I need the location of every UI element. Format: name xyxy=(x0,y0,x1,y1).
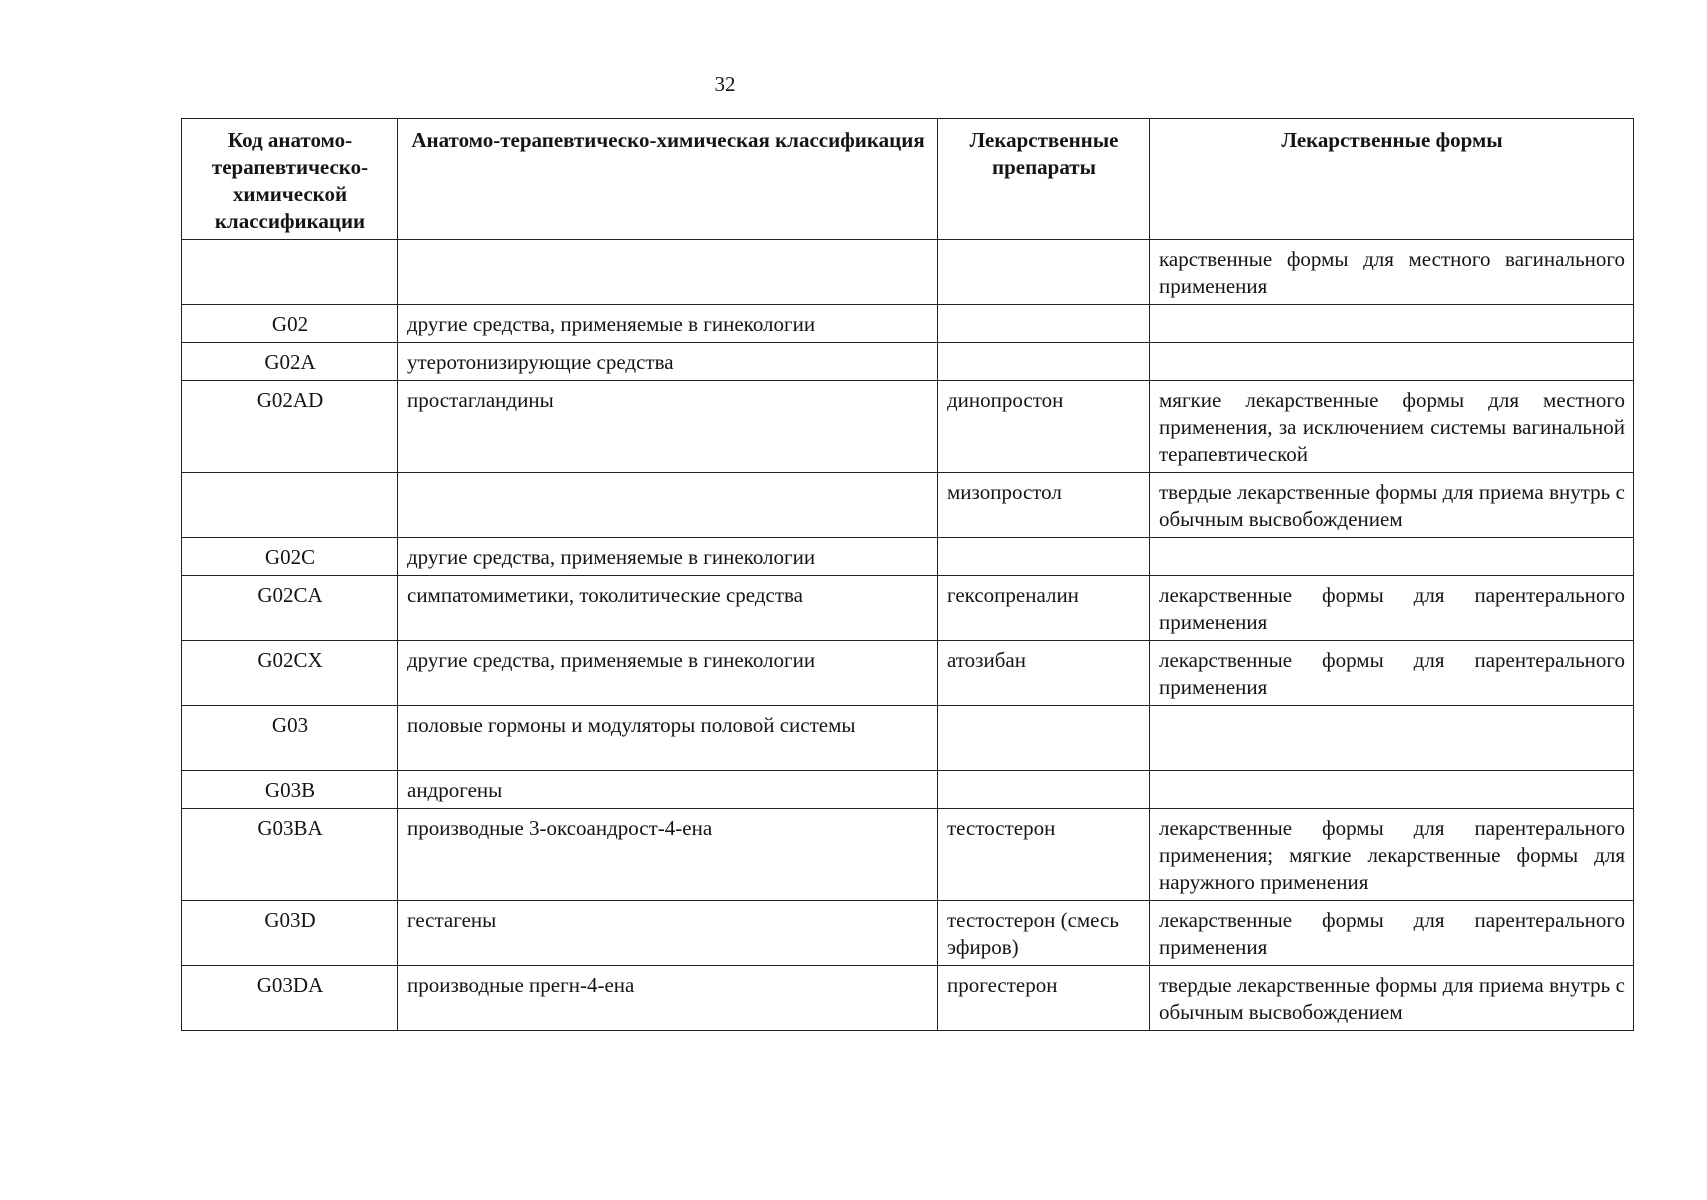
cell-classification: андрогены xyxy=(398,771,938,809)
cell-forms xyxy=(1150,538,1634,576)
cell-forms xyxy=(1150,706,1634,771)
cell-classification: простагландины xyxy=(398,381,938,473)
cell-classification: гестагены xyxy=(398,901,938,966)
cell-forms: карственные формы для местного вагинального применения xyxy=(1150,240,1634,305)
cell-classification: утеротонизирующие средства xyxy=(398,343,938,381)
cell-drug xyxy=(938,343,1150,381)
cell-drug: прогестерон xyxy=(938,966,1150,1031)
table-row xyxy=(182,641,1634,706)
cell-code: G02C xyxy=(182,538,398,576)
cell-classification: другие средства, применяемые в гинекологии xyxy=(398,538,938,576)
table-row xyxy=(182,576,1634,641)
cell-code: G02 xyxy=(182,305,398,343)
cell-drug xyxy=(938,771,1150,809)
cell-forms: лекарственные формы для парентерального применения; мягкие лекарственные формы для наружного применения xyxy=(1150,809,1634,901)
cell-forms: твердые лекарственные формы для приема внутрь с обычным высвобождением xyxy=(1150,966,1634,1031)
cell-classification xyxy=(398,240,938,305)
cell-code: G03DA xyxy=(182,966,398,1031)
table-row xyxy=(182,240,1634,305)
cell-code: G03BA xyxy=(182,809,398,901)
header-atc-classification: Анатомо-терапевтическо-химическая классификация xyxy=(398,119,938,240)
cell-drug: гексопреналин xyxy=(938,576,1150,641)
cell-code: G03D xyxy=(182,901,398,966)
cell-forms xyxy=(1150,771,1634,809)
cell-code: G02AD xyxy=(182,381,398,473)
table-row xyxy=(182,343,1634,381)
cell-classification: другие средства, применяемые в гинекологии xyxy=(398,305,938,343)
cell-forms: мягкие лекарственные формы для местного применения, за исключением системы вагинальной терапевтической xyxy=(1150,381,1634,473)
cell-code: G02CX xyxy=(182,641,398,706)
table-row xyxy=(182,473,1634,538)
atc-classification-table xyxy=(181,118,1634,1031)
table-row xyxy=(182,809,1634,901)
cell-drug: динопростон xyxy=(938,381,1150,473)
table-row xyxy=(182,305,1634,343)
cell-classification: половые гормоны и модуляторы половой системы xyxy=(398,706,938,771)
cell-forms: лекарственные формы для парентерального применения xyxy=(1150,576,1634,641)
cell-drug: мизопростол xyxy=(938,473,1150,538)
cell-classification: симпатомиметики, токолитические средства xyxy=(398,576,938,641)
table-header-row xyxy=(182,119,1634,240)
cell-forms: твердые лекарственные формы для приема внутрь с обычным высвобождением xyxy=(1150,473,1634,538)
table-row xyxy=(182,771,1634,809)
cell-drug: тестостерон (смесь эфиров) xyxy=(938,901,1150,966)
cell-drug xyxy=(938,240,1150,305)
cell-classification: производные 3-оксоандрост-4-ена xyxy=(398,809,938,901)
cell-code xyxy=(182,473,398,538)
cell-code: G03B xyxy=(182,771,398,809)
cell-forms xyxy=(1150,343,1634,381)
table-row xyxy=(182,966,1634,1031)
cell-classification: другие средства, применяемые в гинекологии xyxy=(398,641,938,706)
cell-code: G03 xyxy=(182,706,398,771)
cell-code: G02A xyxy=(182,343,398,381)
cell-forms xyxy=(1150,305,1634,343)
cell-forms: лекарственные формы для парентерального применения xyxy=(1150,901,1634,966)
table-row xyxy=(182,901,1634,966)
cell-classification: производные прегн-4-ена xyxy=(398,966,938,1031)
table-row xyxy=(182,381,1634,473)
cell-drug: атозибан xyxy=(938,641,1150,706)
header-atc-code: Код анатомо-терапевтическо-химической классификации xyxy=(182,119,398,240)
header-drugs: Лекарственные препараты xyxy=(938,119,1150,240)
table-row xyxy=(182,538,1634,576)
cell-code xyxy=(182,240,398,305)
cell-drug xyxy=(938,538,1150,576)
header-dosage-forms: Лекарственные формы xyxy=(1150,119,1634,240)
cell-forms: лекарственные формы для парентерального применения xyxy=(1150,641,1634,706)
cell-drug: тестостерон xyxy=(938,809,1150,901)
cell-drug xyxy=(938,305,1150,343)
cell-code: G02CA xyxy=(182,576,398,641)
table-row xyxy=(182,706,1634,771)
page-number: 32 xyxy=(714,72,736,96)
cell-drug xyxy=(938,706,1150,771)
cell-classification xyxy=(398,473,938,538)
